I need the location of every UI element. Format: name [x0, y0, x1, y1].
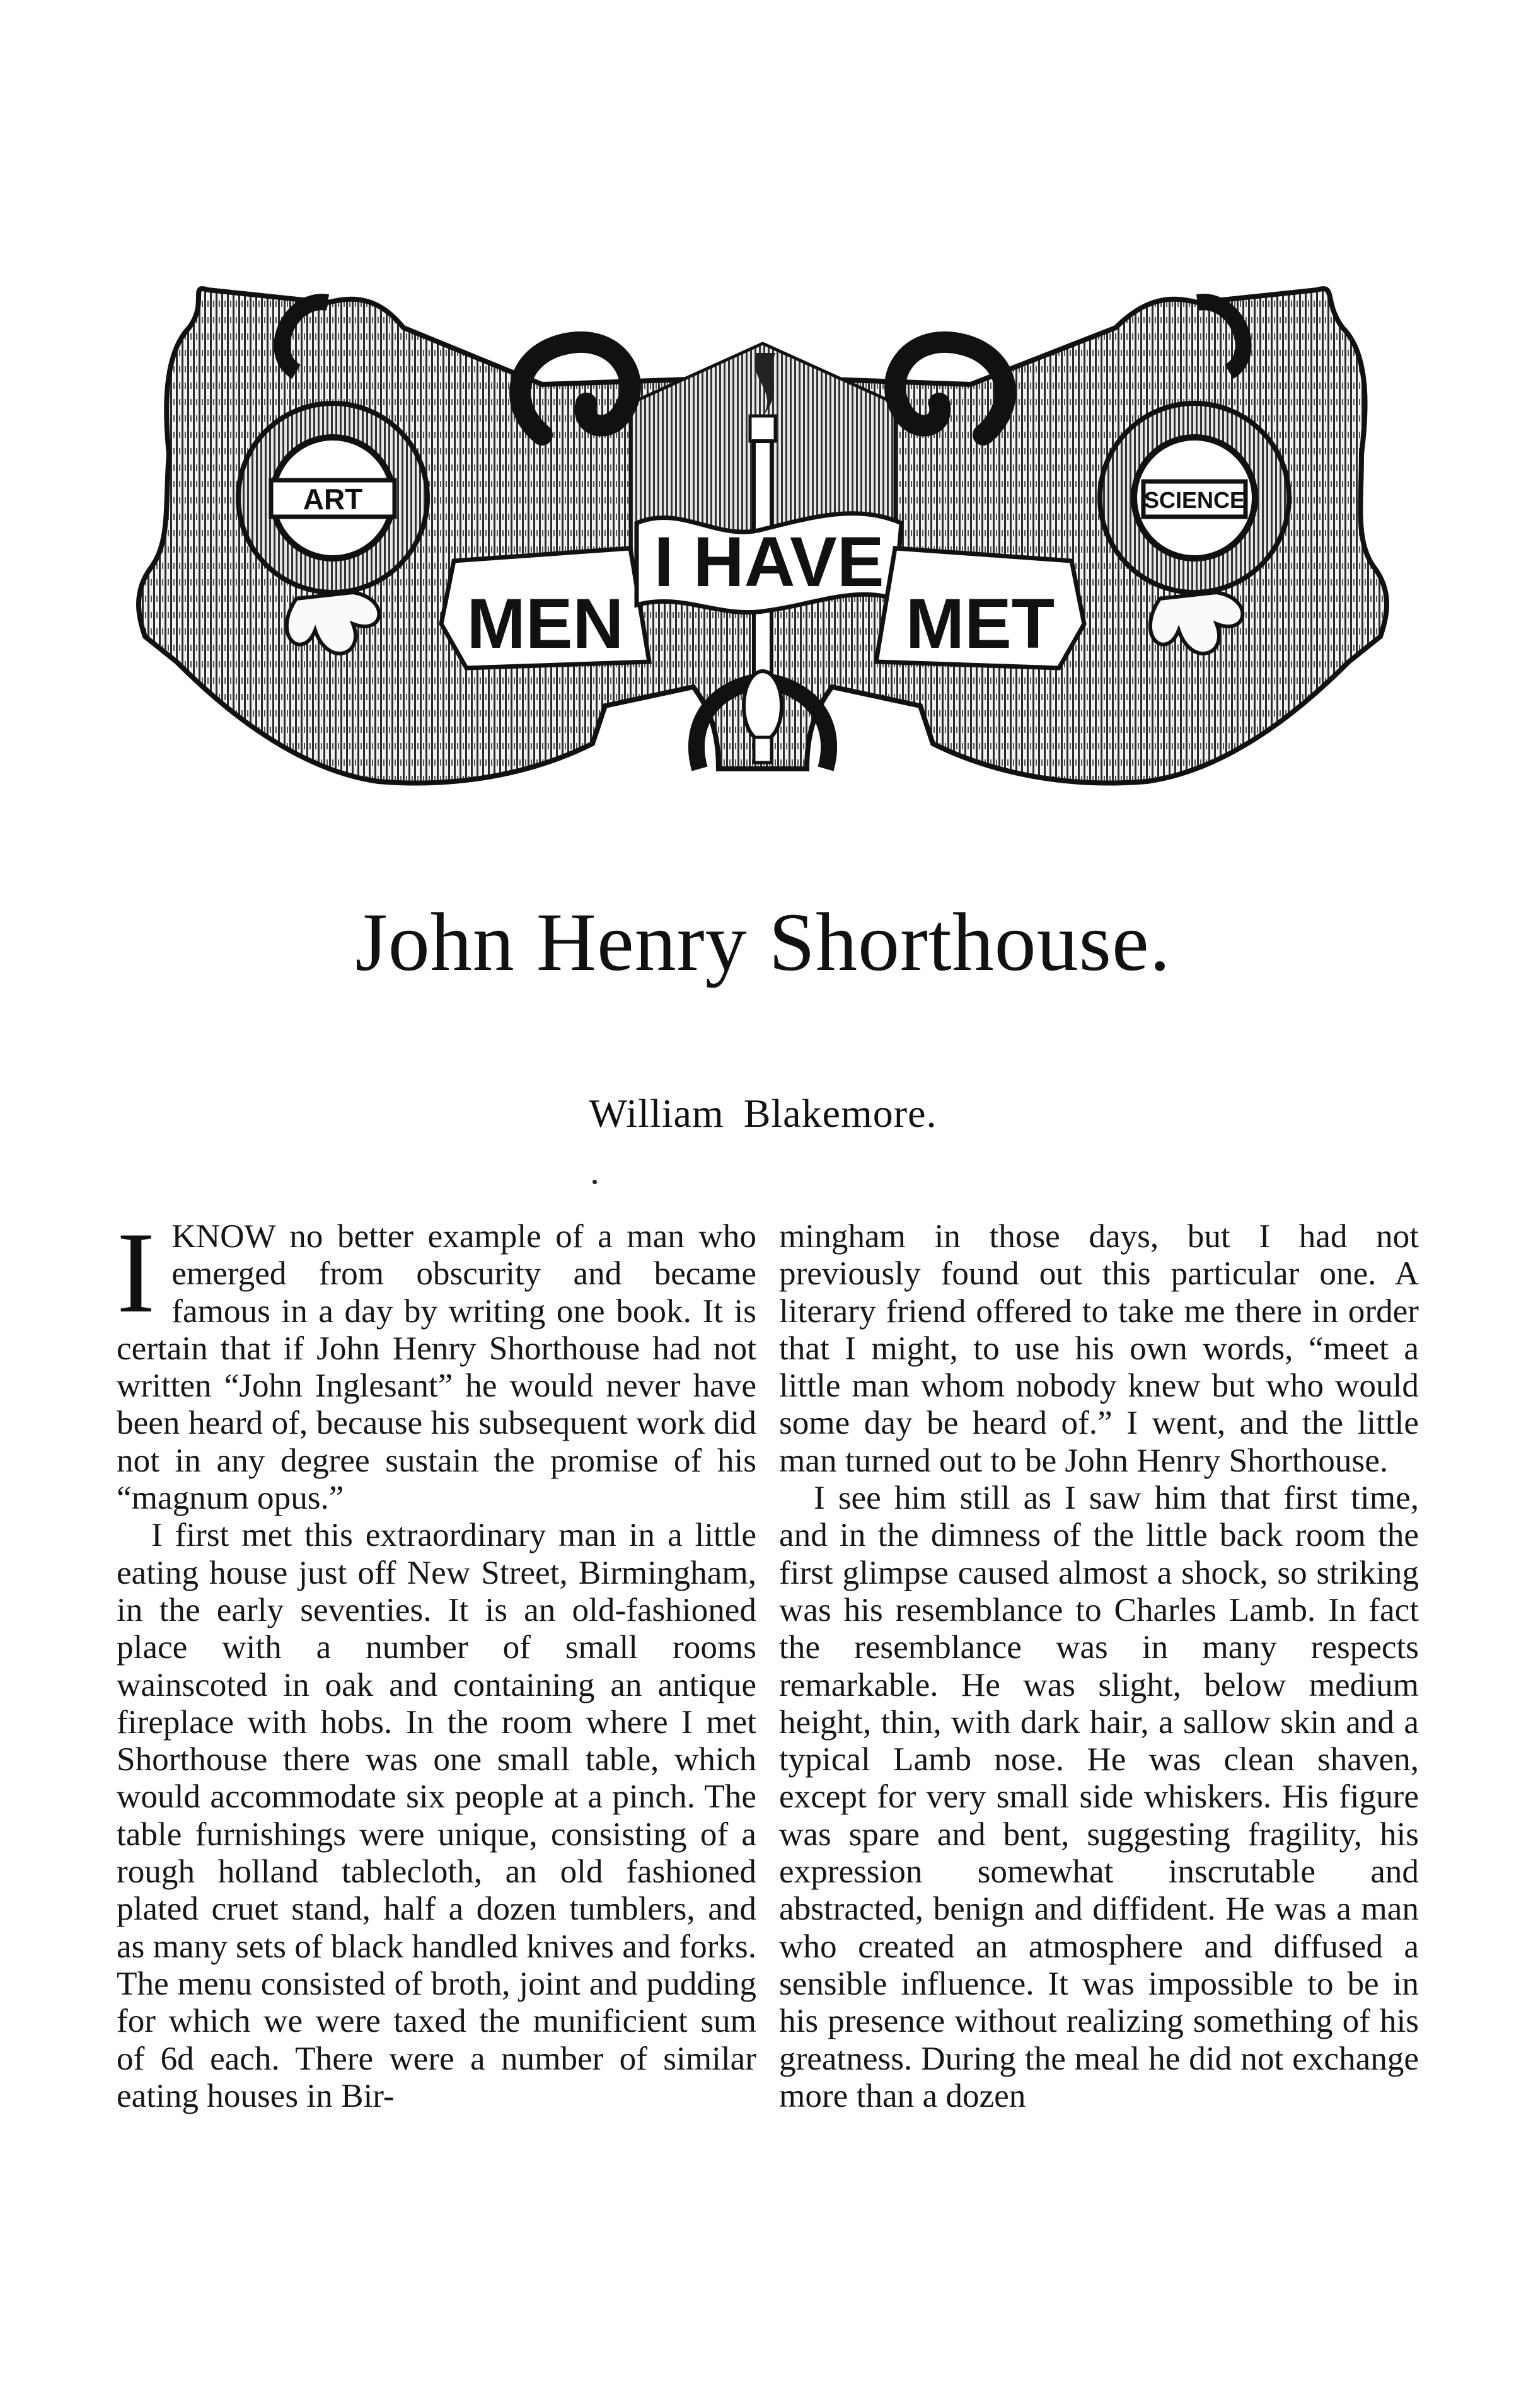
article-author: William Blakemore.	[589, 1091, 937, 1136]
men-label: MEN	[466, 584, 624, 663]
header-banner	[0, 0, 1526, 844]
article-column-left	[117, 1208, 756, 2114]
met-label: MET	[905, 584, 1055, 663]
article-column-right	[779, 1218, 1419, 2114]
paragraph: mingham in those days, but I had not previously found out this particular one. A literary friend offered to take me there in order that I might, to use his own words, “meet a little man whom nobody knew but who would some day be heard of.” I went, and the little man turned out to be John Henry Shorthouse.	[779, 1218, 1419, 1479]
paragraph: I first met this extraordinary man in a little eating house just off New Street, Birmingham, in the early seventies. It is an old-fashioned place with a number of small rooms wainscoted in oak and containing an antique fireplace with hobs. In the room where I met Shorthouse there was one small table, which would accommodate six people at a pinch. The table furnishings were unique, consisting of a rough holland tablecloth, an old fashioned plated cruet stand, half a dozen tumblers, and as many sets of black handled knives and forks. The menu consisted of broth, joint and pudding for which we were taxed the munificient sum of 6d each. There were a number of similar eating houses in Bir-	[117, 1516, 756, 2114]
page-speck	[592, 1180, 597, 1184]
science-medallion-label: SCIENCE	[1143, 487, 1246, 513]
article-title: John Henry Shorthouse.	[355, 896, 1171, 988]
art-medallion-label: ART	[303, 483, 363, 516]
paragraph	[117, 1208, 756, 1517]
paragraph-text: KNOW no better example of a man who emerged from obscurity and became famous in a day by writing one book. It is certain that if John Henry Shorthouse had not written “John Inglesant” he would never have been heard of, because his subsequent work did not in any degree sustain the promise of his “magnum opus.”	[117, 1218, 756, 1517]
paragraph: I see him still as I saw him that first time, and in the dimness of the little back room the first glimpse caused almost a shock, so striking was his resemblance to Charles Lamb. In fact the resemblance was in many respects remarkable. He was slight, below medium height, thin, with dark hair, a sallow skin and a typical Lamb nose. He was clean shaven, except for very small side whiskers. His figure was spare and bent, suggesting fragility, his expression somewhat inscrutable and abstracted, benign and diffident. He was a man who created an atmosphere and diffused a sensible influence. It was impossible to be in his presence without realizing something of his greatness. During the meal he did not exchange more than a dozen	[779, 1479, 1419, 2114]
drop-cap: I	[117, 1208, 156, 1337]
i-have-label: I HAVE	[654, 522, 884, 601]
